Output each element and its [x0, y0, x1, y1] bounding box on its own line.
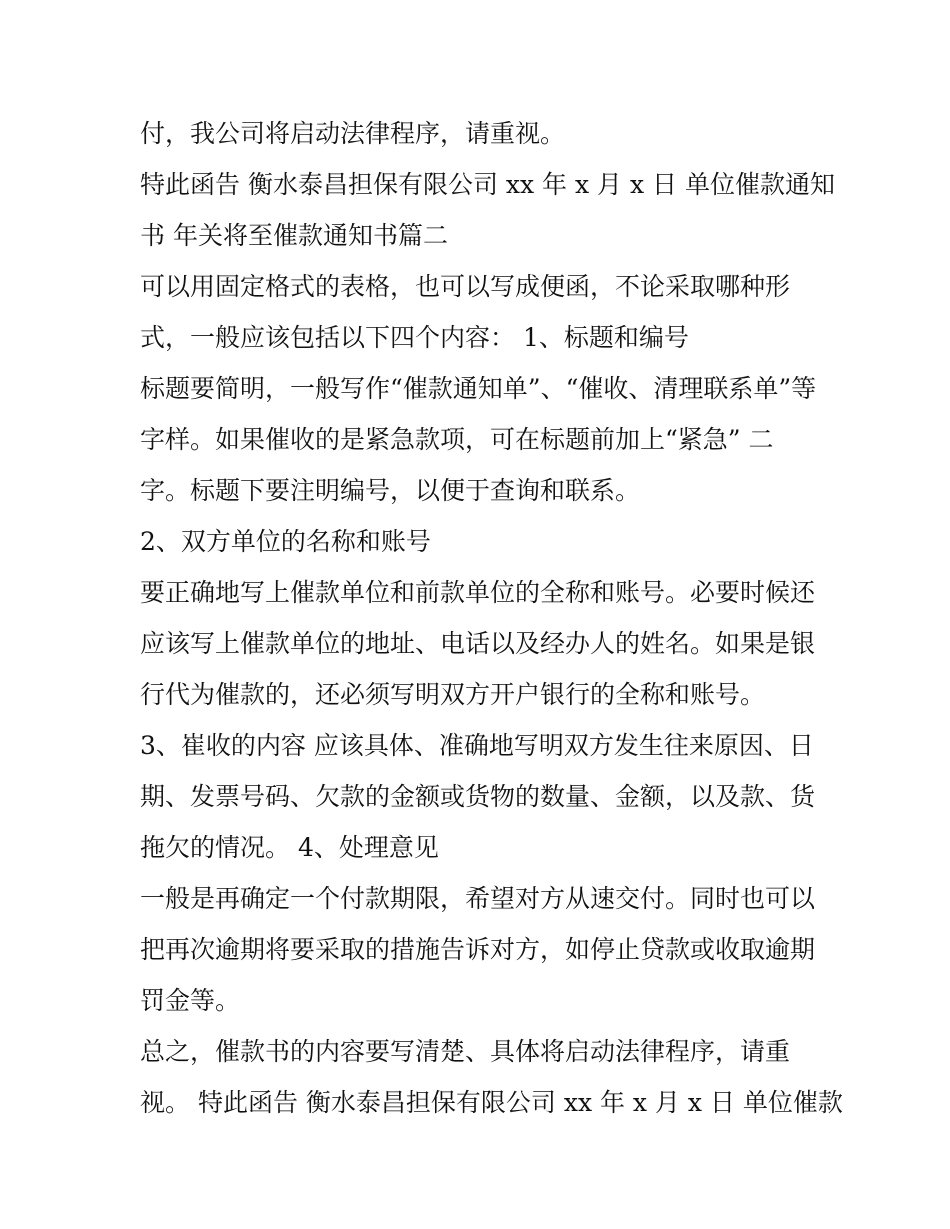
- text-line: 书 年关将至催款通知书篇二: [140, 221, 448, 250]
- text-line: 2、双方单位的名称和账号: [140, 527, 431, 556]
- text-line: 付，我公司将启动法律程序，请重视。: [140, 119, 566, 148]
- text-line: 一般是再确定一个付款期限，希望对方从速交付。同时也可以: [140, 884, 816, 913]
- text-line: 行代为催款的，还必须写明双方开户银行的全称和账号。: [140, 680, 766, 709]
- text-line: 把再次逾期将要采取的措施告诉对方，如停止贷款或收取逾期: [140, 935, 816, 964]
- text-line: 罚金等。: [140, 986, 241, 1015]
- text-line: 字样。如果催收的是紧急款项，可在标题前加上“紧急” 二: [140, 425, 774, 454]
- text-line: 要正确地写上催款单位和前款单位的全称和账号。必要时候还: [140, 578, 816, 607]
- text-line: 可以用固定格式的表格，也可以写成便函，不论采取哪种形: [140, 272, 791, 301]
- text-line: 视。 特此函告 衡水泰昌担保有限公司 xx 年 x 月 x 日 单位催款: [140, 1088, 843, 1117]
- text-line: 应该写上催款单位的地址、电话以及经办人的姓名。如果是银: [140, 629, 816, 658]
- text-line: 标题要简明，一般写作“催款通知单”、“催收、清理联系单”等: [140, 374, 817, 403]
- text-line: 期、发票号码、欠款的金额或货物的数量、金额，以及款、货: [140, 782, 816, 811]
- text-line: 特此函告 衡水泰昌担保有限公司 xx 年 x 月 x 日 单位催款通知: [140, 170, 835, 199]
- text-line: 3、崔收的内容 应该具体、准确地写明双方发生往来原因、日: [140, 731, 814, 760]
- text-line: 拖欠的情况。 4、处理意见: [140, 833, 439, 862]
- text-line: 式，一般应该包括以下四个内容： 1、标题和编号: [140, 323, 689, 352]
- document-body: [140, 108, 843, 1128]
- text-line: 字。标题下要注明编号，以便于查询和联系。: [140, 476, 641, 505]
- text-line: 总之，催款书的内容要写清楚、具体将启动法律程序，请重: [140, 1037, 791, 1066]
